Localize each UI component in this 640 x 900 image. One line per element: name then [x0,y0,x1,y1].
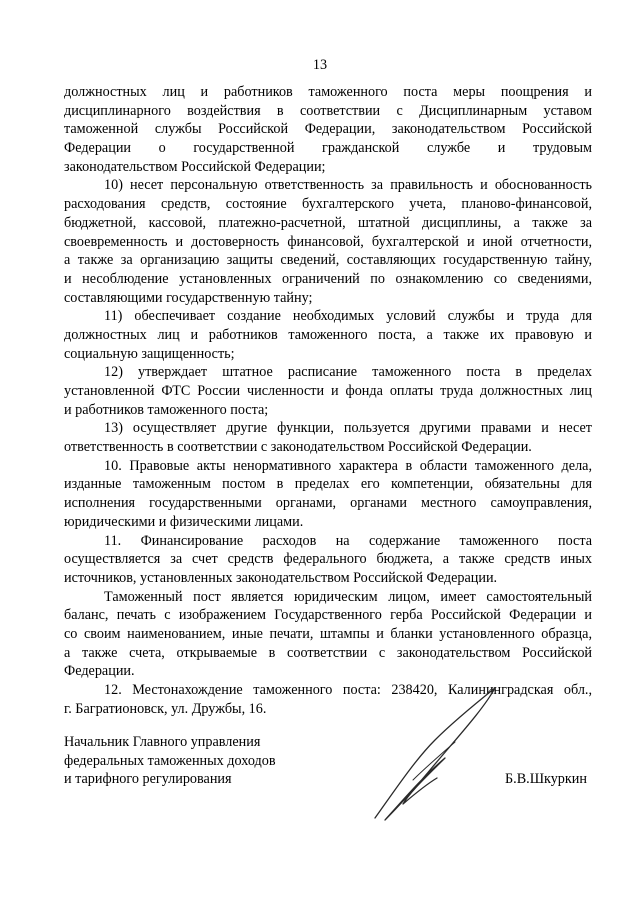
text-line: составляющими государственную тайну; [64,289,313,306]
signatory-name: Б.В.Шкуркин [505,771,587,787]
text-line: юридическими и физическими лицами. [64,513,304,530]
handwritten-signature [355,680,505,830]
text-line: таможенной службы Российской Федерации, законодательством Российской [64,121,592,138]
text-line: ответственность в соответствии с законодательством Российской Федерации. [64,439,532,456]
text-line: а также счета, открываемые в соответствии с законодательством Российской [64,644,592,661]
text-line: баланс, печать с изображением Государственного герба Российской Федерации и [64,607,592,624]
text-line: своевременность и достоверность финансовой, бухгалтерской и иной отчетности, [64,233,592,250]
page-number: 13 [312,57,328,73]
signatory-title-line: федеральных таможенных доходов [64,752,276,769]
text-line: Федерации о государственной гражданской службе и трудовым [64,140,592,157]
text-line: а также за организацию защиты сведений, составляющих государственную тайну, [64,252,592,269]
signatory-title [64,733,276,789]
text-line: 11. Финансирование расходов на содержание таможенного поста [104,532,592,549]
text-line: г. Багратионовск, ул. Дружбы, 16. [64,700,267,717]
text-line: бюджетной, кассовой, платежно-расчетной, штатной дисциплины, а также за [64,214,592,231]
text-line: 12) утверждает штатное расписание таможенного поста в пределах [104,364,592,381]
text-line: расходования средств, состояние бухгалтерского учета, планово-финансовой, [64,196,592,213]
text-line: должностных лиц и работников таможенного поста, а также их правовую и [64,326,592,343]
text-line: 11) обеспечивает создание необходимых условий службы и труда для [104,308,592,325]
text-line: 13) осуществляет другие функции, пользуется другими правами и несет [104,420,592,437]
body-text [64,83,592,718]
signatory-title-line: и тарифного регулирования [64,771,232,788]
text-line: осуществляется за счет средств федерального бюджета, а также средств иных [64,551,592,568]
text-line: и работников таможенного поста; [64,401,269,418]
text-line: источников, установленных законодательством Российской Федерации. [64,569,498,586]
text-line: Таможенный пост является юридическим лицом, имеет самостоятельный [104,588,592,605]
text-line: 10) несет персональную ответственность за правильность и обоснованность [104,177,592,194]
text-line: 10. Правовые акты ненормативного характера в области таможенного дела, [104,457,592,474]
text-line: 12. Местонахождение таможенного поста: 238420, Калининградская обл., [104,682,592,698]
signatory-title-line: Начальник Главного управления [64,734,261,750]
text-line: Федерации. [64,663,135,680]
text-line: социальную защищенность; [64,345,235,362]
text-line: со своим наименованием, иные печати, штампы и бланки установленного образца, [64,625,592,642]
text-line: должностных лиц и работников таможенного поста меры поощрения и [64,84,592,100]
text-line: дисциплинарного воздействия в соответствии с Дисциплинарным уставом [64,102,592,119]
text-line: и несоблюдение установленных ограничений по ознакомлению со сведениями, [64,270,592,287]
text-line: установленной ФТС России численности и фонда оплаты труда должностных лиц [64,383,592,399]
text-line: законодательством Российской Федерации; [64,158,326,175]
text-line: исполнения государственными органами, органами местного самоуправления, [64,495,592,512]
text-line: изданные таможенным постом в пределах его компетенции, обязательны для [64,476,592,493]
